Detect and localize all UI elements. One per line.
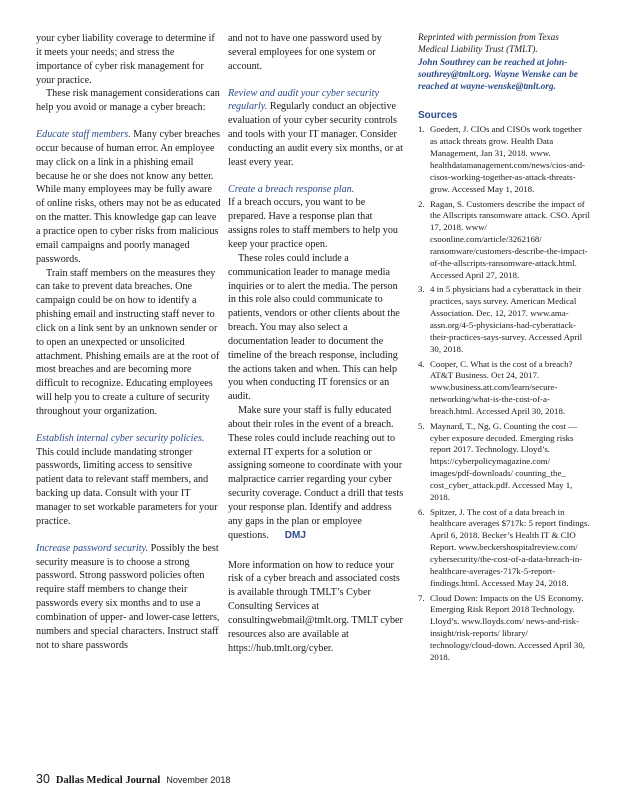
- train-staff-paragraph: Train staff members on the measures they can take to prevent data breaches. One campaign could be on how to identify a phishing email and instructing staff never to click on a link sent by an unknown sender or to open an unexpected or unsolicited attachment. Phishing emails are at the root of most breaches and are becoming more difficult to recognize. Educating employees will help you to create a culture of security throughout your organization.: [36, 267, 220, 417]
- roles-paragraph: These roles could include a communication leader to manage media inquiries or to alert the media. The person in this role also could communicate to patients, vendors or other clients about the breach. You may also select a documentation leader to document the timeline of the breach response, including the actions taken and when. This can help you when conducting IT forensics or an audit.: [228, 252, 400, 403]
- source-item: [418, 507, 590, 590]
- intro-paragraph: your cyber liability coverage to determine if it meets your needs; and stress the importance of cyber risk management for your practice.: [36, 33, 215, 86]
- password-continued-paragraph: and not to have one password used by several employees for one system or account.: [228, 33, 382, 72]
- column-1: [36, 32, 222, 652]
- page-footer: [36, 770, 586, 788]
- author-contacts: John Southrey can be reached at john-southrey@tmlt.org. Wayne Wenske can be reached at wayne-wenske@tmlt.org.: [418, 57, 578, 93]
- article-end-signature: DMJ: [284, 529, 306, 541]
- page-number: 30: [36, 772, 50, 786]
- column-3: [418, 32, 590, 667]
- source-number: 4.: [418, 358, 425, 369]
- section-heading: Review and audit your cyber security regularly.: [228, 87, 379, 113]
- source-number: 2.: [418, 198, 425, 209]
- journal-name: Dallas Medical Journal: [55, 775, 161, 786]
- source-number: 7.: [418, 592, 425, 603]
- source-item: [418, 199, 590, 282]
- section-body: Many cyber breaches occur because of human error. An employee may click on a link in a phishing email because he or she does not know any better. While many employees may be fully aware of online risks, others may not be as educated on the matter. This knowledge gap can leave a practice open to cyber risks from malicious email campaigns and poorly managed passwords.: [36, 129, 221, 265]
- source-text: Goedert, J. CIOs and CISOs work together as attack threats grow. Health Data Management, Jan 31, 2018. www. healthdatamanagement.com/news/cios-and-cisos-working-together-as-attack-threats-grow. Accessed May 1, 2018.: [430, 124, 585, 194]
- section-educate-staff: [36, 128, 222, 266]
- source-text: 4 in 5 physicians had a cyberattack in their practices, says survey. American Medical Association. Dec. 12, 2017. www.ama-assn.org/4-5-physicians-had-cyberattack-their-practices-says-survey. Accessed April 30, 2018.: [430, 284, 583, 354]
- source-item: [418, 284, 590, 355]
- considerations-paragraph: These risk management considerations can help you avoid or manage a cyber breach:: [36, 88, 220, 114]
- section-heading: Increase password security.: [36, 542, 149, 554]
- section-body: Possibly the best security measure is to choose a strong password. Strong password policies often require staff members to change their passwords every six months and to use a combination of upper- and lower-case letters, numbers and special characters. Instruct staff not to share passwords: [36, 542, 220, 651]
- section-heading: Educate staff members.: [36, 129, 131, 141]
- issue-date: November 2018: [166, 775, 231, 785]
- source-item: [418, 421, 590, 504]
- source-text: Spitzer, J. The cost of a data breach in healthcare averages $717k: 5 report findings. April 6, 2018. Becker’s Health IT & CIO Report. www.beckershospitalreview.com/ cybersecurity/the-cost-of-a-data-breach-in-healthcare-averages-717k-5-report-findings.html. Accessed May 24, 2018.: [430, 506, 590, 588]
- sources-list: [418, 124, 590, 663]
- educate-roles-text: Make sure your staff is fully educated about their roles in the event of a breach. These roles could include reaching out to external IT experts for a solution or assigning someone to coordinate with your malpractice carrier regarding your cyber security coverage. Conduct a drill that tests your response plan. Identify and address any gaps in the plan or employee questions.: [228, 405, 404, 541]
- source-text: Ragan, S. Customers describe the impact of the Allscripts ransomware attack. CSO. April 17, 2018. www/ csoonline.com/article/3262168/ ransomware/customers-describe-the-impact-of-the-allscripts-ransomware-attack.html. Accessed April 27, 2018.: [430, 198, 590, 280]
- source-text: Cloud Down: Impacts on the US Economy. Emerging Risk Report 2018 Technology. Lloyd’s. www.lloyds.com/ news-and-risk-insight/risk-reports/ library/ technology/cloud-down. Accessed April 30, 2018.: [430, 592, 585, 662]
- more-info-paragraph: More information on how to reduce your risk of a cyber breach and associated costs is available through TMLT’s Cyber Consulting Services at consultingwebmail@tmlt.org. TMLT cyber resources also are available at https://hub.tmlt.org/cyber.: [228, 559, 403, 654]
- source-text: Maynard, T., Ng, G. Counting the cost — cyber exposure decoded. Emerging risks report 2017. Technology. Lloyd’s. https://cyberpolicymagazine.com/ images/pdf-downloads/ counting_the_ cost_cyber_attack.pdf. Accessed May 1, 2018.: [430, 420, 578, 502]
- source-number: 3.: [418, 284, 425, 295]
- sources-heading: Sources: [418, 110, 458, 122]
- section-breach-plan-heading: [228, 183, 404, 197]
- breach-plan-paragraph: If a breach occurs, you want to be prepared. Have a response plan that assigns roles to staff members to help you keep your practice open.: [228, 197, 398, 250]
- source-item: [418, 359, 590, 418]
- educate-roles-paragraph: [228, 404, 404, 542]
- source-number: 1.: [418, 124, 425, 135]
- source-number: 5.: [418, 420, 425, 431]
- reprint-credit: [418, 32, 590, 93]
- source-number: 6.: [418, 506, 425, 517]
- section-security-policies: [36, 432, 222, 529]
- source-item: [418, 593, 590, 664]
- column-2: [228, 32, 404, 655]
- source-text: Cooper, C. What is the cost of a breach? AT&T Business. Oct 24, 2017. www.business.att.com/learn/secure-networking/what-is-the-cost-of-a-breach.html. Accessed April 30, 2018.: [430, 358, 573, 416]
- section-heading: Create a breach response plan.: [228, 183, 355, 195]
- section-heading: Establish internal cyber security policies.: [36, 432, 205, 444]
- section-review-audit: [228, 87, 404, 170]
- section-password-security: [36, 542, 222, 653]
- section-body: Regularly conduct an objective evaluation of your cyber security controls and tools with your IT manager. Consider conducting an audit every six months, or at least every year.: [228, 101, 403, 168]
- reprint-note: Reprinted with permission from Texas Medical Liability Trust (TMLT).: [418, 33, 559, 56]
- source-item: [418, 124, 590, 195]
- section-body: This could include mandating stronger passwords, limiting access to sensitive patient data to relevant staff members, and backing up data. Consult with your IT manager to set workable parameters for your practice.: [36, 446, 218, 527]
